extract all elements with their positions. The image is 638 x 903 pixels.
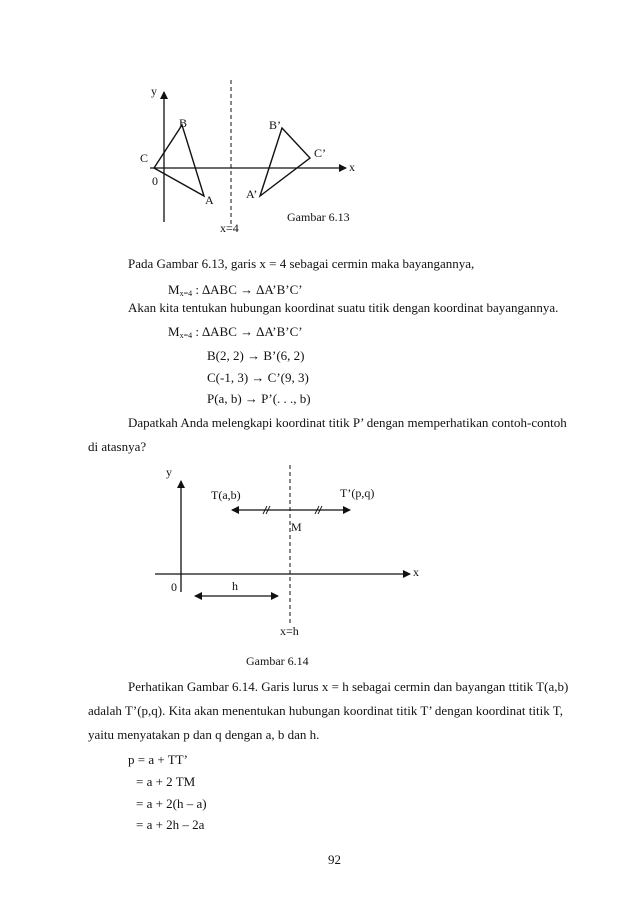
calculation-3: = a + 2(h – a)	[136, 796, 207, 811]
mapping-c: C(-1, 3) → C’(9, 3)	[207, 370, 309, 385]
point-b-image-label: B’	[269, 118, 281, 132]
mapping-subscript: x=4	[179, 331, 193, 340]
point-t-image-label: T’(p,q)	[340, 486, 375, 500]
figure-6-14	[0, 455, 638, 670]
calculation-2: = a + 2 TM	[136, 774, 196, 789]
origin-label: 0	[152, 174, 158, 188]
point-b-label: B	[179, 116, 188, 130]
equation-1	[168, 282, 303, 302]
distance-h-label: h	[232, 579, 238, 593]
calculation-4: = a + 2h – 2a	[136, 817, 205, 832]
point-t-label: T(a,b)	[211, 488, 241, 502]
point-c-label: C	[140, 151, 149, 165]
mapping-symbol: M	[168, 282, 180, 297]
mirror-line-label: x=h	[280, 624, 299, 638]
x-axis-label: x	[413, 565, 419, 579]
figure-6-13	[0, 0, 638, 245]
paragraph-1: Pada Gambar 6.13, garis x = 4 sebagai cermin maka bayangannya,	[128, 256, 475, 271]
y-axis-label: y	[151, 84, 157, 98]
triangle-abc	[154, 125, 204, 196]
paragraph-4-line-3: yaitu menyatakan p dan q dengan a, b dan h.	[88, 727, 320, 742]
figure-caption: Gambar 6.14	[246, 654, 309, 668]
calculation-1: p = a + TT’	[128, 752, 188, 767]
point-c-image-label: C’	[314, 146, 326, 160]
origin-label: 0	[171, 580, 177, 594]
equation-2-rest: : ∆ABC → ∆A’B’C’	[192, 324, 303, 339]
mapping-p: P(a, b) → P’(. . ., b)	[207, 391, 311, 406]
mapping-subscript: x=4	[179, 289, 193, 298]
equation-2	[168, 324, 303, 344]
paragraph-3-line-1: Dapatkah Anda melengkapi koordinat titik P’ dengan memperhatikan contoh-contoh	[128, 415, 567, 430]
midpoint-label: M	[291, 520, 302, 534]
mapping-b: B(2, 2) → B’(6, 2)	[207, 348, 305, 363]
x-axis-label: x	[349, 160, 355, 174]
point-a-image-label: A’	[246, 187, 258, 201]
paragraph-2: Akan kita tentukan hubungan koordinat suatu titik dengan koordinat bayangannya.	[128, 300, 559, 315]
paragraph-4-line-2: adalah T’(p,q). Kita akan menentukan hubungan koordinat titik T’ dengan koordinat titik T,	[88, 703, 563, 718]
paragraph-3-line-2: di atasnya?	[88, 439, 147, 454]
paragraph-4-line-1: Perhatikan Gambar 6.14. Garis lurus x = h sebagai cermin dan bayangan ttitik T(a,b)	[128, 679, 569, 694]
y-axis-label: y	[166, 465, 172, 479]
page-number: 92	[328, 852, 341, 867]
equation-1-rest: : ∆ABC → ∆A’B’C’	[192, 282, 303, 297]
mapping-symbol: M	[168, 324, 180, 339]
triangle-abc-image	[260, 128, 310, 196]
figure-caption: Gambar 6.13	[287, 210, 350, 224]
point-a-label: A	[205, 193, 214, 207]
mirror-line-label: x=4	[220, 221, 239, 235]
